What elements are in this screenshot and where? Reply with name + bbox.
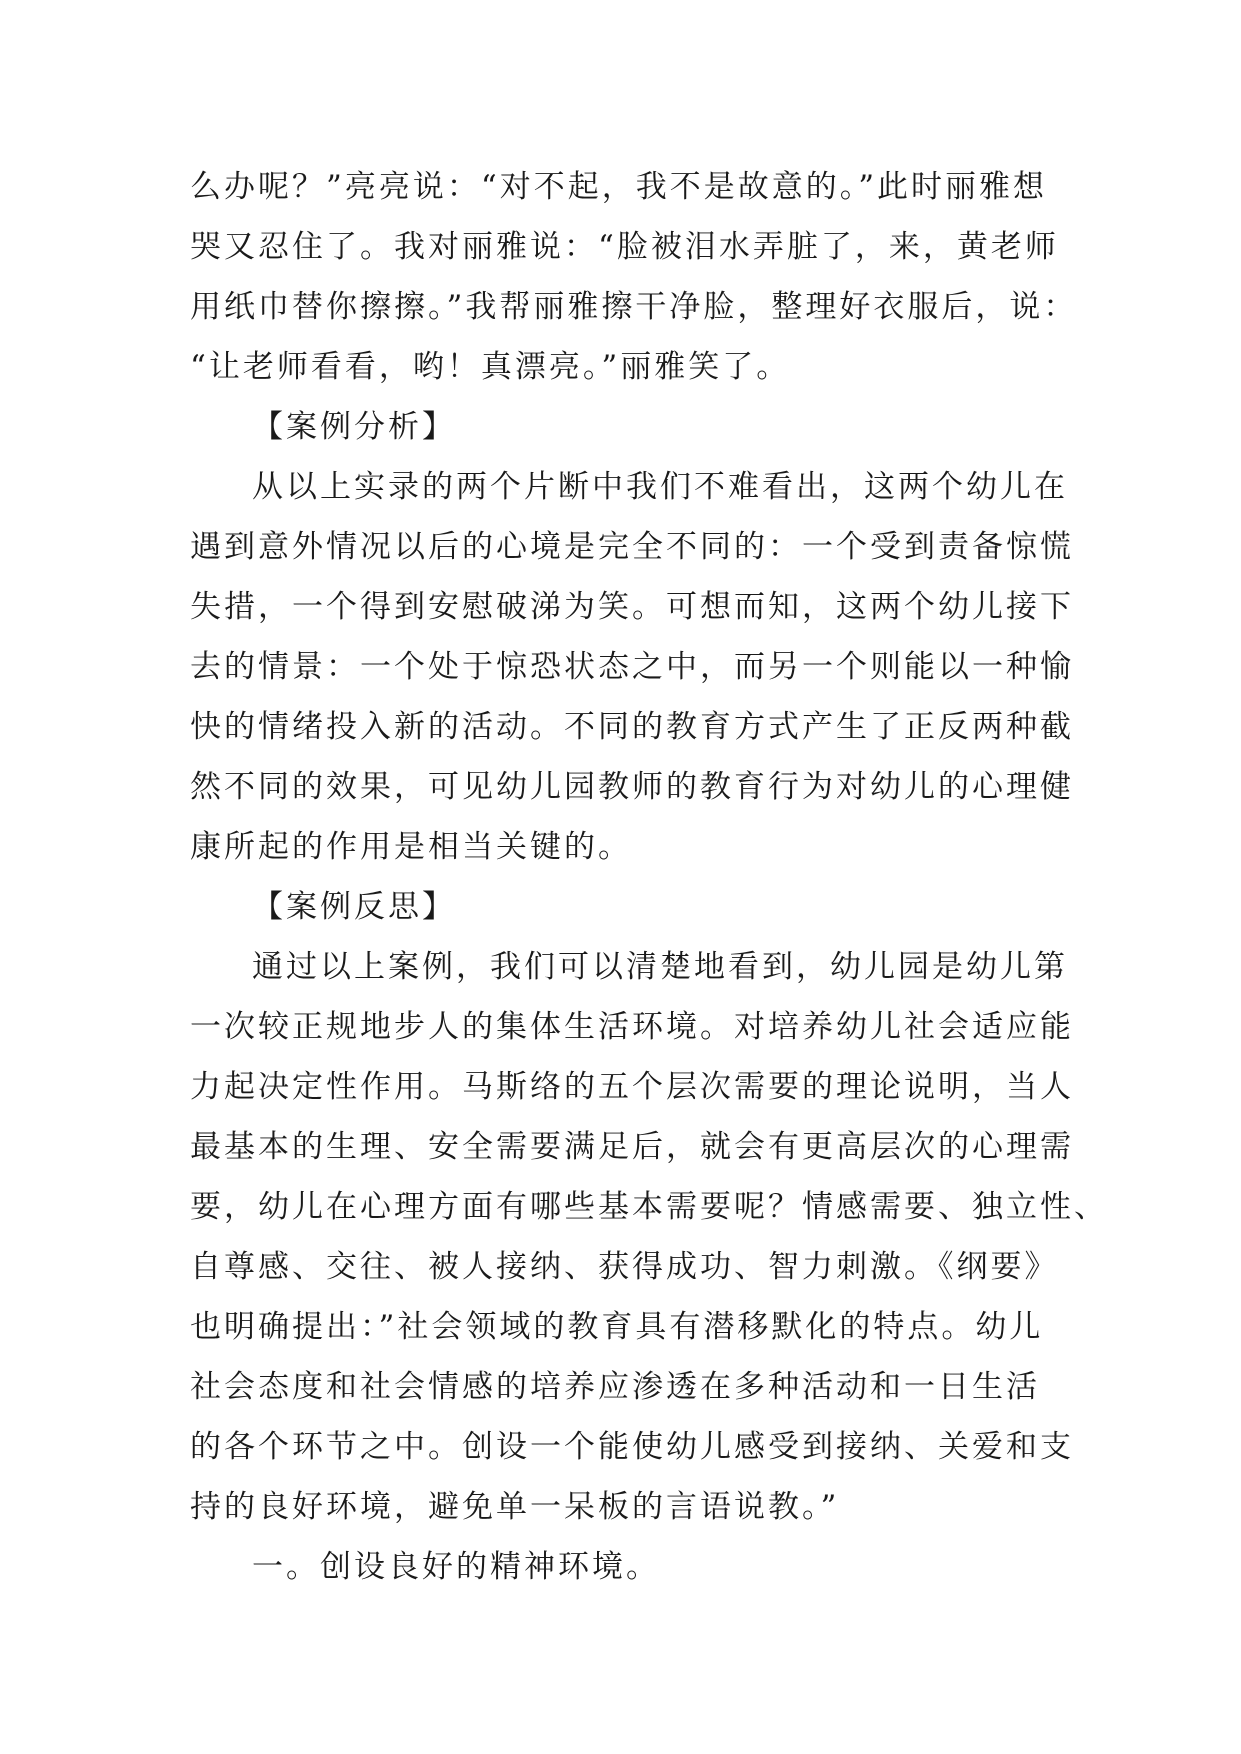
document-body	[190, 157, 1108, 1597]
text-line: 自尊感、交往、被人接纳、获得成功、智力刺激。《纲要》	[190, 1249, 1059, 1285]
text-line: 一次较正规地步人的集体生活环境。对培养幼儿社会适应能	[190, 1009, 1074, 1045]
text-line: 从以上实录的两个片断中我们不难看出，这两个幼儿在	[252, 469, 1068, 505]
subsection-heading: 一。创设良好的精神环境。	[252, 1549, 660, 1585]
text-line: “让老师看看，哟！真漂亮。”丽雅笑了。	[190, 349, 791, 385]
section-heading-case-reflection: 【案例反思】	[252, 889, 456, 925]
text-line: 康所起的作用是相当关键的。	[190, 829, 632, 865]
text-line: 然不同的效果，可见幼儿园教师的教育行为对幼儿的心理健	[190, 769, 1074, 805]
text-line: 通过以上案例，我们可以清楚地看到，幼儿园是幼儿第	[252, 949, 1068, 985]
text-line: 的各个环节之中。创设一个能使幼儿感受到接纳、关爱和支	[190, 1429, 1074, 1465]
text-line: 持的良好环境，避免单一呆板的言语说教。”	[190, 1489, 840, 1525]
text-line: 哭又忍住了。我对丽雅说：“脸被泪水弄脏了，来，黄老师	[190, 229, 1059, 265]
text-line: 失措，一个得到安慰破涕为笑。可想而知，这两个幼儿接下	[190, 589, 1074, 625]
text-line: 快的情绪投入新的活动。不同的教育方式产生了正反两种截	[190, 709, 1074, 745]
text-line: 么办呢？”亮亮说：“对不起，我不是故意的。”此时丽雅想	[190, 169, 1048, 205]
text-line: 社会态度和社会情感的培养应渗透在多种活动和一日生活	[190, 1369, 1040, 1405]
text-line: 用纸巾替你擦擦。”我帮丽雅擦干净脸，整理好衣服后，说：	[190, 289, 1078, 325]
text-line: 遇到意外情况以后的心境是完全不同的：一个受到责备惊慌	[190, 529, 1074, 565]
section-heading-case-analysis: 【案例分析】	[252, 409, 456, 445]
text-line: 最基本的生理、安全需要满足后，就会有更高层次的心理需	[190, 1129, 1074, 1165]
text-line: 力起决定性作用。马斯络的五个层次需要的理论说明，当人	[190, 1069, 1074, 1105]
text-line: 去的情景：一个处于惊恐状态之中，而另一个则能以一种愉	[190, 649, 1074, 685]
text-line: 要，幼儿在心理方面有哪些基本需要呢？情感需要、独立性、	[190, 1189, 1108, 1225]
text-line: 也明确提出：”社会领域的教育具有潜移默化的特点。幼儿	[190, 1309, 1044, 1345]
